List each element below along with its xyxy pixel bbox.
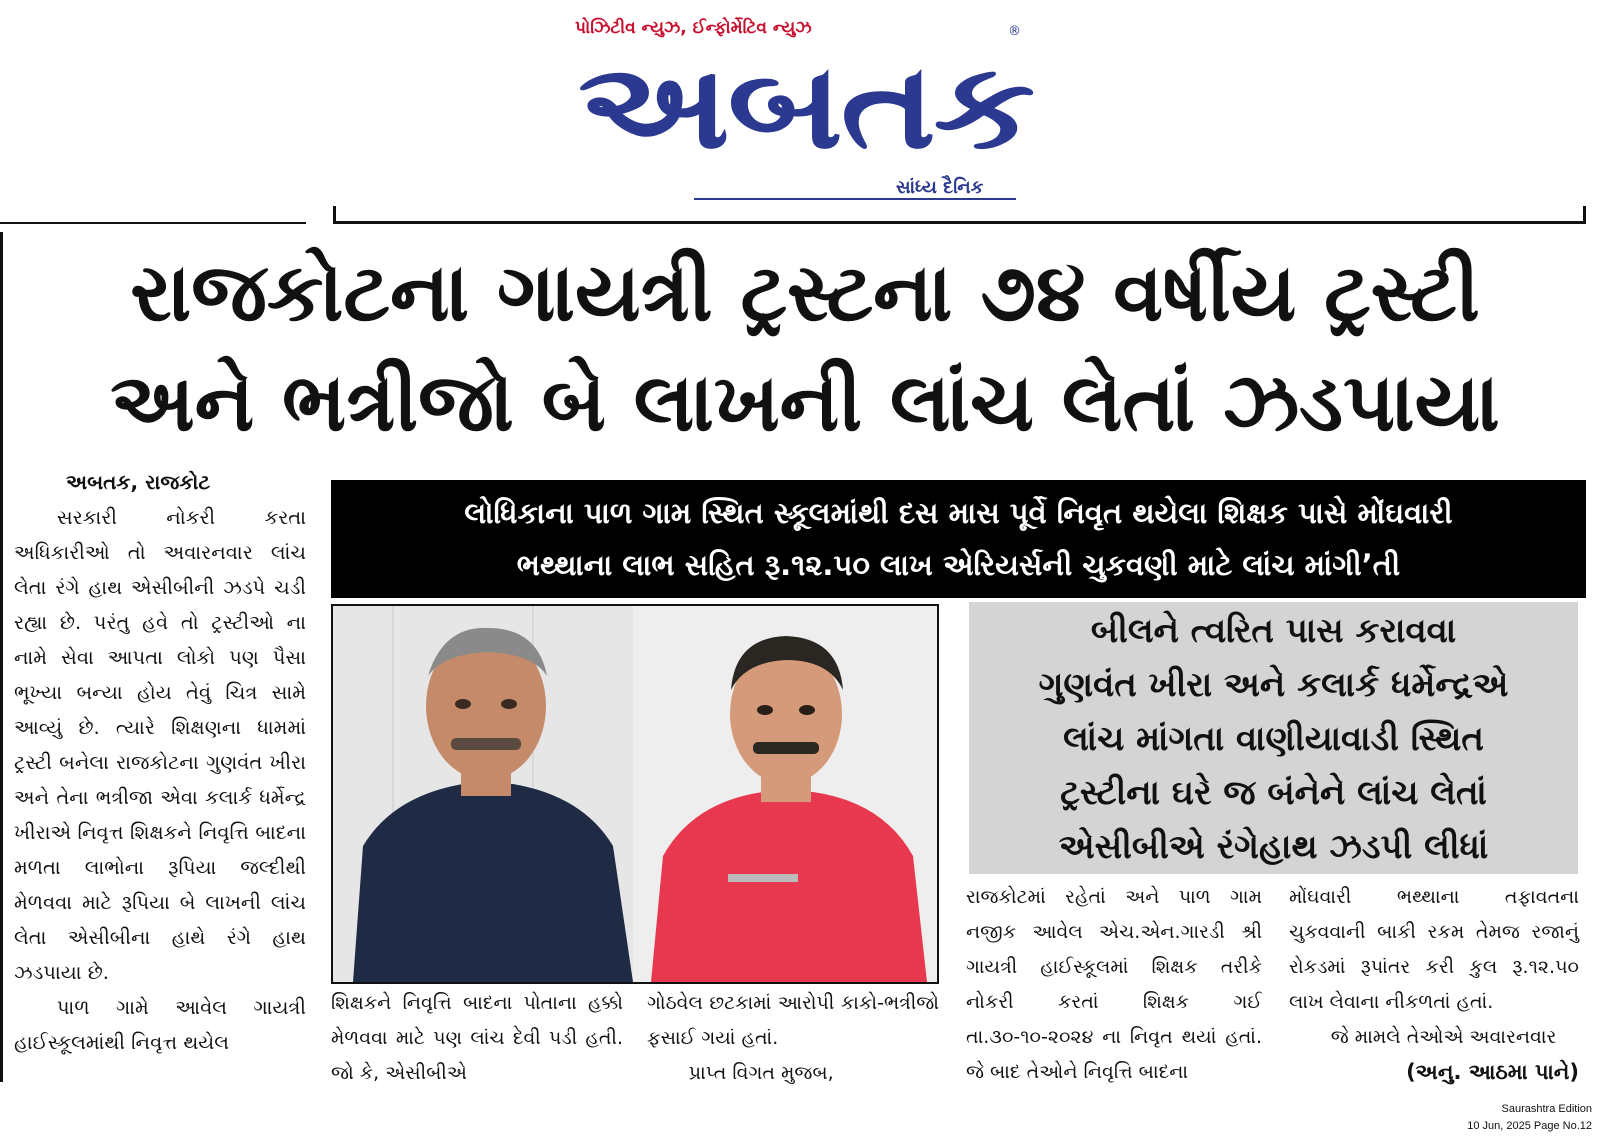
column-3-paragraph-1: ગોઠવેલ છટકામાં આરોપી કાકો-ભત્રીજો ફસાઈ ગયાં હતાં. xyxy=(647,992,939,1049)
subheadline-line-1: લોધિકાના પાળ ગામ સ્થિત સ્કૂલમાંથી દસ માસ પૂર્વે નિવૃત થયેલા શિક્ષક પાસે મોંઘવારી xyxy=(464,496,1453,530)
highlight-line-4: ટ્રસ્ટીના ઘરે જ બંનેને લાંચ લેતાં xyxy=(1060,773,1487,813)
article-column-5 xyxy=(1289,880,1579,1090)
subheadline-line-2: ભથ્થાના લાભ સહિત રૂ.૧૨.૫૦ લાખ એરિયર્સની ચુકવણી માટે લાંચ માંગી’તી xyxy=(516,548,1401,582)
column-4-paragraph-1: રાજકોટમાં રહેતાં અને પાળ ગામ નજીક આવેલ એચ.એન.ગારડી શ્રી ગાયત્રી હાઈસ્કૂલમાં શિક્ષક તરીકે નોકરી કરતાં શિક્ષક ગઈ તા.૩૦-૧૦-૨૦૨૪ ના નિવૃત થયાં હતાં. જે બાદ તેઓને નિવૃત્તિ બાદના xyxy=(966,886,1262,1083)
headline-line-1: રાજકોટના ગાયત્રી ટ્રસ્ટના ૭૪ વર્ષીય ટ્રસ્ટી xyxy=(130,246,1480,339)
column-1-paragraph-1: સરકારી નોકરી કરતા અધિકારીઓ તો અવારનવાર લાંચ લેતા રંગે હાથ એસીબીની ઝડપે ચડી રહ્યા છે. પરંતુ હવે તો ટ્રસ્ટીઓ ના નામે સેવા આપતા લોકો પણ પૈસા ભૂખ્યા બન્યા હોય તેવું ચિત્ર સામે આવ્યું છે. ત્યારે શિક્ષણના ધામમાં ટ્રસ્ટી બનેલા રાજકોટના ગુણવંત ખીરા અને તેના ભત્રીજા એવા કલાર્ક ધર્મેન્દ્ર ખીરાએ નિવૃત્ત શિક્ષકને નિવૃત્તિ બાદના મળતા લાભોના રૂપિયા જલ્દીથી મેળવવા માટે રૂપિયા બે લાખની લાંચ લેતા એસીબીના હાથે રંગે હાથ ઝડપાયા છે. xyxy=(14,506,306,984)
highlight-line-1: બીલને ત્વરિત પાસ કરાવવા xyxy=(1090,611,1457,651)
highlight-box xyxy=(969,602,1578,874)
edition-name: Saurashtra Edition xyxy=(1501,1103,1592,1115)
logo-underline xyxy=(694,198,1016,200)
masthead-frame xyxy=(333,206,1586,224)
edition-date-page: 10 Jun, 2025 Page No.12 xyxy=(1467,1120,1592,1132)
article-byline: અબતક, રાજકોટ xyxy=(66,470,211,494)
accused-photo xyxy=(331,604,939,984)
column-5-paragraph-1: મોંઘવારી ભથ્થાના તફાવતના ચુકવવાની બાકી રકમ તેમજ રજાનું રોકડમાં રૂપાંતર કરી કુલ રૂ.૧૨.૫૦ લાખ લેવાના નીકળતાં હતાં. xyxy=(1289,886,1579,1013)
masthead-subtitle: સાંધ્ય દૈનિક xyxy=(896,177,984,198)
subheadline-bar xyxy=(331,480,1586,598)
left-divider xyxy=(0,222,306,224)
highlight-line-3: લાંચ માંગતા વાણીયાવાડી સ્થિત xyxy=(1063,719,1484,759)
main-headline xyxy=(20,238,1590,458)
article-column-2 xyxy=(331,986,623,1091)
photo-illustration xyxy=(333,606,937,982)
highlight-line-5: એસીબીએ રંગેહાથ ઝડપી લીધાં xyxy=(1058,827,1489,867)
edition-info xyxy=(1467,1101,1592,1135)
article-column-3 xyxy=(647,986,939,1091)
newspaper-logo: અબતક xyxy=(578,37,1033,175)
article-column-1 xyxy=(14,500,306,1060)
registered-mark: ® xyxy=(1008,24,1021,39)
column-1-paragraph-2: પાળ ગામે આવેલ ગાયત્રી હાઈસ્કૂલમાંથી નિવૃત્ત થયેલ xyxy=(14,996,306,1054)
highlight-line-2: ગુણવંત ખીરા અને કલાર્ક ધર્મેન્દ્રએ xyxy=(1038,665,1509,705)
headline-line-2: અને ભત્રીજો બે લાખની લાંચ લેતાં ઝડપાયા xyxy=(110,356,1500,449)
column-2-paragraph-1: શિક્ષકને નિવૃત્તિ બાદના પોતાના હક્કો મેળવવા માટે પણ લાંચ દેવી પડી હતી. જો કે, એસીબીએ xyxy=(331,992,623,1084)
article-column-4 xyxy=(966,880,1262,1090)
continued-on-page: (અનુ. આઠમા પાને) xyxy=(1406,1060,1579,1084)
column-5-paragraph-2: જે મામલે તેઓએ અવારનવાર xyxy=(1330,1026,1557,1048)
column-3-paragraph-2: પ્રાપ્ત વિગત મુજબ, xyxy=(688,1062,834,1084)
masthead-tagline: પોઝિટીવ ન્યુઝ, ઈન્ફોર્મેટિવ ન્યુઝ xyxy=(575,18,812,38)
page-left-border xyxy=(0,232,3,1082)
